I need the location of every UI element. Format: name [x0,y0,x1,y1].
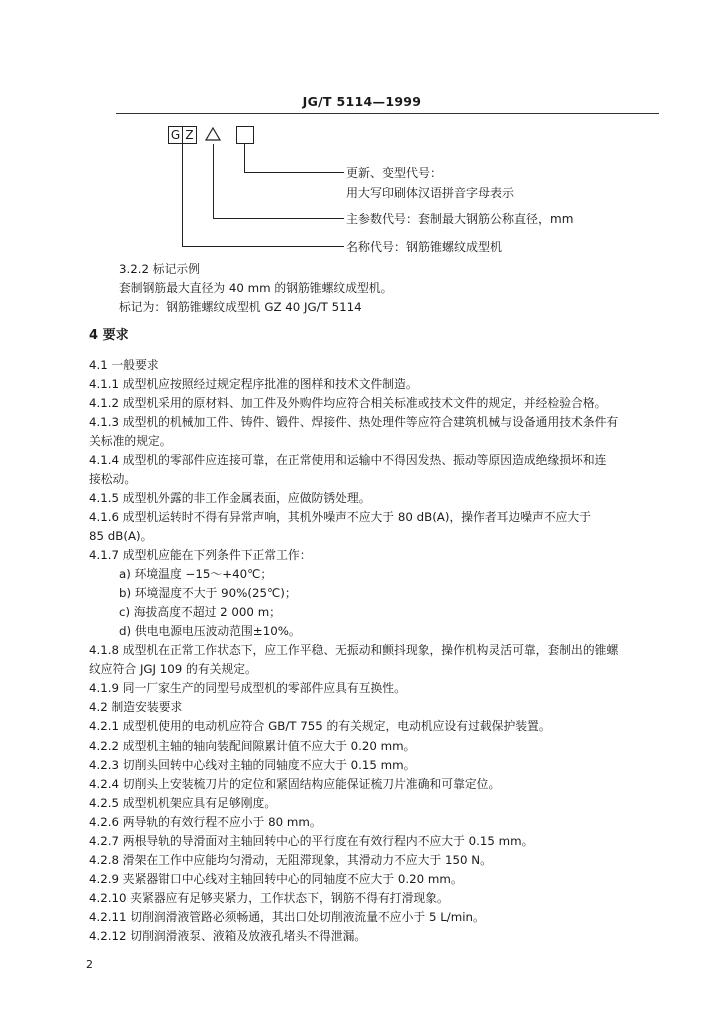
clause-line: 4.2.5 成型机机架应具有足够刚度。 [89,796,277,810]
clause-line: 4.2.10 夹紧器应有足够夹紧力，工作状态下，钢筋不得有打滑现象。 [89,891,449,905]
code-letter-box: G [168,126,183,144]
leader-line [213,144,214,218]
clause-line: 4.1.6 成型机运转时不得有异常声响，其机外噪声不应大于 80 dB(A)，操作者耳边噪声不应大于 [89,510,592,524]
leader-line [182,144,183,246]
paragraph-line: 套制钢筋最大直径为 40 mm 的钢筋锥螺纹成型机。 [119,281,393,295]
clause-line: 4.1.2 成型机采用的原材料、加工件及外购件均应符合相关标准或技术文件的规定，并经检验合格。 [89,396,607,410]
clause-line: 4.2.2 成型机主轴的轴向装配间隙累计值不应大于 0.20 mm。 [89,739,416,753]
list-item: c) 海拔高度不超过 2 000 m； [119,605,281,619]
clause-line: 接松动。 [89,472,137,486]
section-heading: 4 要求 [89,328,129,343]
leader-line [244,144,245,172]
clause-heading: 3.2.2 标记示例 [119,262,200,276]
clause-line: 4.1.5 成型机外露的非工作金属表面，应做防锈处理。 [89,491,371,505]
clause-line: 4.1.3 成型机的机械加工件、铸件、锻件、焊接件、热处理件等应符合建筑机械与设备通用技术条件有 [89,415,619,429]
clause-line: 4.1.7 成型机应能在下列条件下正常工作： [89,548,312,562]
clause-heading: 4.2 制造安装要求 [89,700,183,714]
code-letter-box: Z [182,126,197,144]
clause-line: 4.1.8 成型机在正常工作状态下，应工作平稳、无振动和颤抖现象，操作机构灵活可靠，套制出的锥螺 [89,643,619,657]
designation-diagram [0,0,724,270]
clause-line: 4.1.9 同一厂家生产的同型号成型机的零部件应具有互换性。 [89,681,406,695]
clause-line: 4.1.4 成型机的零部件应连接可靠，在正常使用和运输中不得因发热、振动等原因造成绝缘损坏和连 [89,453,607,467]
clause-line: 4.2.6 两导轨的有效行程不应小于 80 mm。 [89,815,322,829]
clause-heading: 4.1 一般要求 [89,358,159,372]
paragraph-line: 标记为：钢筋锥螺纹成型机 GZ 40 JG/T 5114 [119,300,362,314]
label-update-code: 更新、变型代号： [346,166,443,180]
clause-line: 85 dB(A)。 [89,529,153,543]
list-item: b) 环境湿度不大于 90%(25℃)； [119,586,297,600]
clause-line: 4.1.1 成型机应按照经过规定程序批准的图样和技术文件制造。 [89,377,418,391]
doc-header: JG/T 5114—1999 [302,94,422,109]
leader-line [182,246,344,247]
clause-line: 关标准的规定。 [89,434,172,448]
clause-line: 4.2.12 切削润滑液泵、液箱及放液孔堵头不得泄漏。 [89,929,367,943]
clause-line: 4.2.3 切削头回转中心线对主轴的同轴度不应大于 0.15 mm。 [89,758,416,772]
clause-line: 4.2.11 切削润滑液管路必须畅通，其出口处切削液流量不应小于 5 L/min。 [89,910,485,924]
label-update-code-desc: 用大写印刷体汉语拼音字母表示 [346,186,515,200]
clause-line: 4.2.8 滑架在工作中应能均匀滑动，无阻滞现象，其滑动力不应大于 150 N。 [89,853,492,867]
clause-line: 4.2.1 成型机使用的电动机应符合 GB/T 755 的有关规定，电动机应设有过载保护装置。 [89,719,551,733]
leader-line [244,172,344,173]
clause-line: 纹应符合 JGJ 109 的有关规定。 [89,662,257,676]
clause-line: 4.2.9 夹紧器钳口中心线对主轴回转中心的同轴度不应大于 0.20 mm。 [89,872,463,886]
page-number: 2 [86,958,93,971]
label-name-code: 名称代号：钢筋锥螺纹成型机 [346,240,503,254]
label-main-parameter: 主参数代号：套制最大钢筋公称直径，mm [346,212,574,226]
variant-code-box [236,126,254,144]
list-item: d) 供电电源电压波动范围±10%。 [119,624,301,638]
clause-line: 4.2.4 切削头上安装梳刀片的定位和紧固结构应能保证梳刀片准确和可靠定位。 [89,777,501,791]
triangle-icon [205,126,221,142]
list-item: a) 环境温度 −15～+40℃； [119,567,273,581]
clause-line: 4.2.7 两根导轨的导滑面对主轴回转中心的平行度在有效行程内不应大于 0.15 mm。 [89,834,534,848]
leader-line [213,218,344,219]
